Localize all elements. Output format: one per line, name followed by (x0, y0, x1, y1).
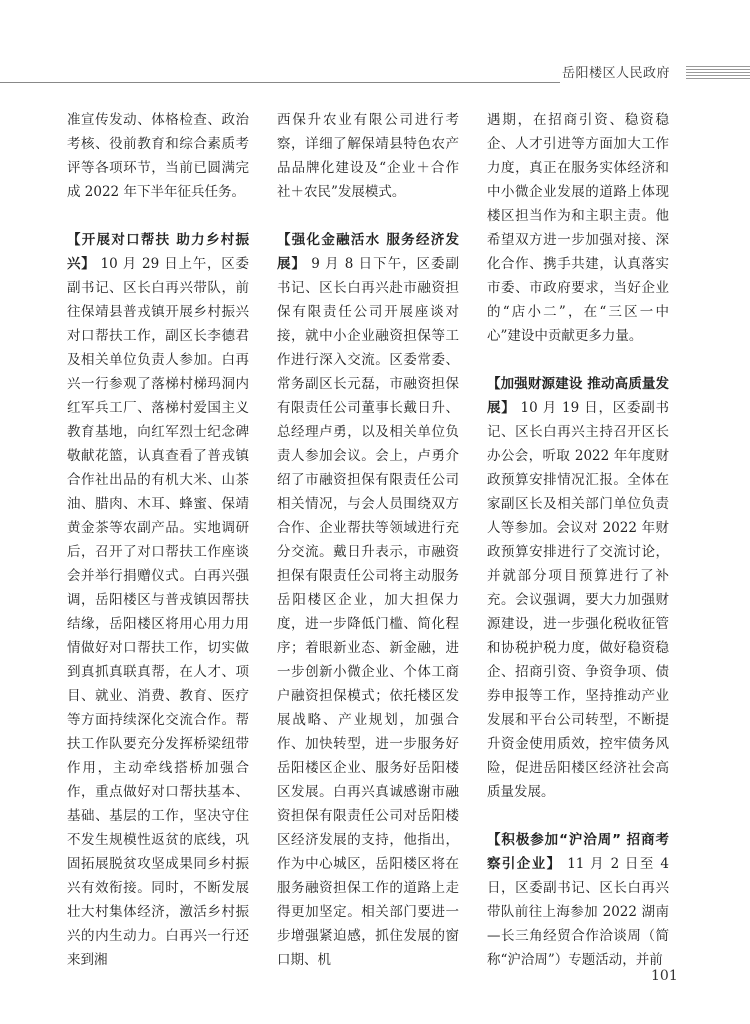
section-body: 10 月 19 日，区委副书记、区长白再兴主持召开区长办公会，听取 2022 年年度财政预算安排情况汇报。全体在家副区长及相关部门单位负责人等参加。会议对 2022 年财政预算安排进行了交流讨论，并就部分项目预算进行了补充。会议强调，要大力加强财源建设，进一步强化税收征管和协税护税力度，做好稳资稳企、招商引资、争资争项、债券申报等工作，坚持推动产业发展和平台公司转型，不断提升资金使用质效，控牢债务风险，促进岳阳楼区经济社会高质量发展。 (487, 400, 670, 800)
header-stripes-decoration (686, 66, 750, 80)
section-body: 11 月 2 日至 4 日，区委副书记、区长白再兴带队前往上海参加 2022 湖南—长三角经贸合作洽谈周（简称“沪洽周”）专题活动，并前 (487, 856, 670, 968)
section-investment-promotion (487, 828, 669, 972)
section-rural-revitalization (67, 228, 249, 972)
section-body: 10 月 29 日上午，区委副书记、区长白再兴带队，前往保靖县普戎镇开展乡村振兴对口帮扶工作，副区长李德君及相关单位负责人参加。白再兴一行参观了落梯村梯玛洞内红军兵工厂、落梯村爱国主义教育基地，向红军烈士纪念碑敬献花篮，认真查看了普戎镇合作社出品的有机大米、山茶油、腊肉、木耳、蜂蜜、保靖黄金茶等农副产品。实地调研后，召开了对口帮扶工作座谈会并举行捐赠仪式。白再兴强调，岳阳楼区与普戎镇因帮扶结缘，岳阳楼区将用心用力用情做好对口帮扶工作，切实做到真抓真联真帮，在人才、项目、就业、消费、教育、医疗等方面持续深化交流合作。帮扶工作队要充分发挥桥梁纽带作用，主动牵线搭桥加强合作，重点做好对口帮扶基本、基础、基层的工作，坚决守住不发生规模性返贫的底线，巩固拓展脱贫攻坚成果同乡村振兴有效衔接。同时，不断发展壮大村集体经济，激活乡村振兴的内生动力。白再兴一行还来到湘 (67, 256, 250, 968)
continued-paragraph: 西保升农业有限公司进行考察，详细了解保靖县特色农产品品牌化建设及“企业＋合作社＋农民”发展模式。 (277, 112, 459, 200)
continued-paragraph: 准宣传发动、体格检查、政治考核、役前教育和综合素质考评等各项环节，当前已圆满完成 2022 年下半年征兵任务。 (67, 112, 249, 200)
section-heading: 【加强财源建设 推动高质量发展】 (487, 376, 669, 416)
continued-paragraph: 遇期，在招商引资、稳资稳企、人才引进等方面加大工作力度，真正在服务实体经济和中小微企业发展的道路上体现楼区担当作为和主职主责。他希望双方进一步加强对接、深化合作、携手共建，认真落实市委、市政府要求，当好企业的“店小二”，在“三区一中心”建设中贡献更多力量。 (487, 112, 669, 344)
column-1 (67, 108, 249, 972)
section-heading: 【积极参加“沪洽周” 招商考察引企业】 (487, 832, 669, 872)
column-2 (277, 108, 459, 972)
section-revenue-building (487, 372, 669, 804)
page-number: 101 (651, 968, 678, 984)
header-title: 岳阳楼区人民政府 (562, 66, 671, 81)
section-heading: 【开展对口帮扶 助力乡村振兴】 (67, 232, 249, 272)
section-finance (277, 228, 459, 972)
section-heading: 【强化金融活水 服务经济发展】 (277, 232, 459, 272)
column-3 (487, 108, 669, 972)
header-rule (0, 82, 560, 83)
section-body: 9 月 8 日下午，区委副书记、区长白再兴赴市融资担保有限责任公司开展座谈对接，就中小企业融资担保等工作进行深入交流。区委常委、常务副区长元磊，市融资担保有限责任公司董事长戴日升、总经理卢勇，以及相关单位负责人参加会议。会上，卢勇介绍了市融资担保有限责任公司相关情况，与会人员围绕双方合作、企业帮扶等领域进行充分交流。戴日升表示，市融资担保有限责任公司将主动服务岳阳楼区企业，加大担保力度，进一步降低门槛、简化程序；着眼新业态、新金融，进一步创新小微企业、个体工商户融资担保模式；依托楼区发展战略、产业规划，加强合作、加快转型，进一步服务好岳阳楼区企业、服务好岳阳楼区发展。白再兴真诚感谢市融资担保有限责任公司对岳阳楼区经济发展的支持，他指出，作为中心城区，岳阳楼区将在服务融资担保工作的道路上走得更加坚定。相关部门要进一步增强紧迫感，抓住发展的窗口期、机 (277, 256, 459, 968)
